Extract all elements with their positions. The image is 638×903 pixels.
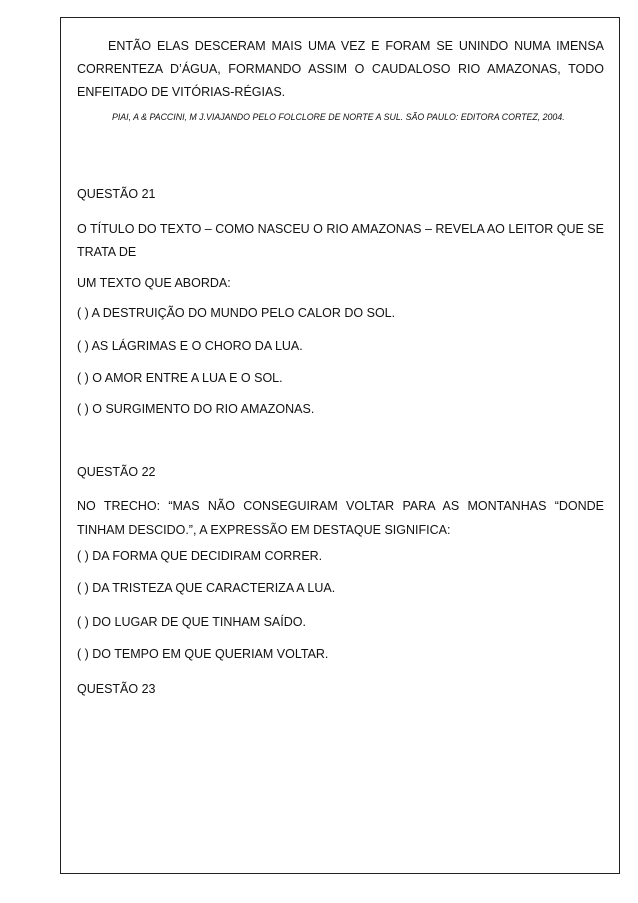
question-22-prompt: NO TRECHO: “MAS NÃO CONSEGUIRAM VOLTAR PARA AS MONTANHAS “DONDE TINHAM DESCIDO.”, A EXPRESSÃO EM DESTAQUE SIGNIFICA: (77, 499, 604, 537)
source-citation: PIAI, A & PACCINI, M J.VIAJANDO PELO FOLCLORE DE NORTE A SUL. SÃO PAULO: EDITORA CORTEZ, 2004. (112, 112, 565, 122)
question-21-option-1[interactable]: ( ) A DESTRUIÇÃO DO MUNDO PELO CALOR DO SOL. (77, 306, 396, 320)
intro-paragraph: ENTÃO ELAS DESCERAM MAIS UMA VEZ E FORAM SE UNINDO NUMA IMENSA CORRENTEZA D’ÁGUA, FORMANDO ASSIM O CAUDALOSO RIO AMAZONAS, TODO ENFEITADO DE VITÓRIAS-RÉGIAS. (77, 39, 604, 99)
question-22-option-3[interactable]: ( ) DO LUGAR DE QUE TINHAM SAÍDO. (77, 615, 306, 629)
question-21-option-2[interactable]: ( ) AS LÁGRIMAS E O CHORO DA LUA. (77, 339, 303, 353)
question-22-option-2[interactable]: ( ) DA TRISTEZA QUE CARACTERIZA A LUA. (77, 581, 336, 595)
question-21-heading: QUESTÃO 21 (77, 187, 156, 201)
question-22-option-1[interactable]: ( ) DA FORMA QUE DECIDIRAM CORRER. (77, 549, 323, 563)
question-23-heading: QUESTÃO 23 (77, 682, 156, 696)
question-21-option-4[interactable]: ( ) O SURGIMENTO DO RIO AMAZONAS. (77, 402, 315, 416)
question-22-option-4[interactable]: ( ) DO TEMPO EM QUE QUERIAM VOLTAR. (77, 647, 329, 661)
question-21-prompt: O TÍTULO DO TEXTO – COMO NASCEU O RIO AMAZONAS – REVELA AO LEITOR QUE SE TRATA DE (77, 222, 604, 259)
question-21-prompt-continued: UM TEXTO QUE ABORDA: (77, 276, 231, 290)
question-21-option-3[interactable]: ( ) O AMOR ENTRE A LUA E O SOL. (77, 371, 283, 385)
question-22-heading: QUESTÃO 22 (77, 465, 156, 479)
page-border (60, 17, 620, 874)
